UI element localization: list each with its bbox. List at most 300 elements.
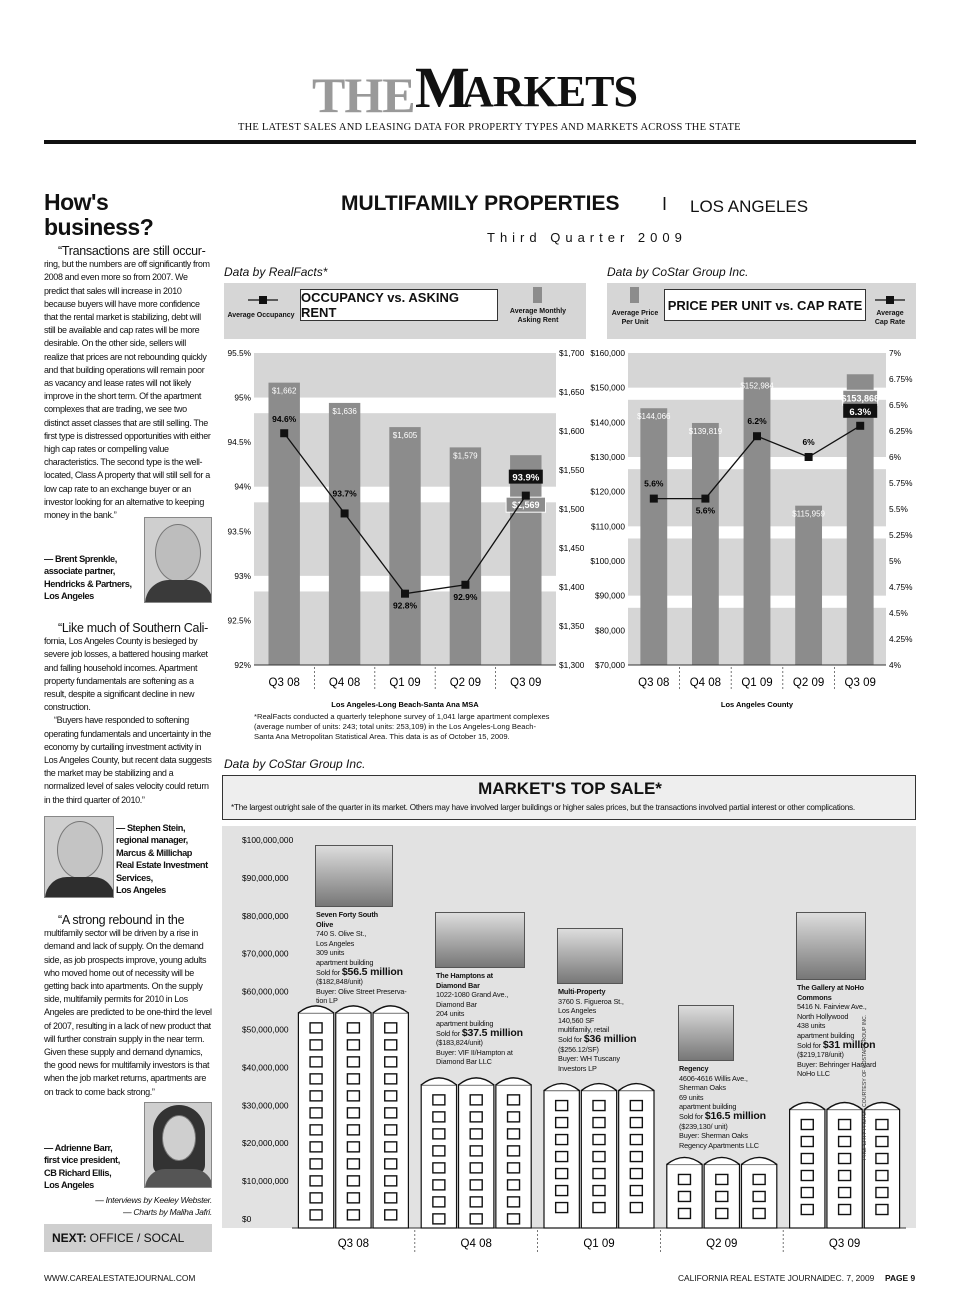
building-window [310, 1142, 322, 1152]
y-axis-tick: $10,000,000 [242, 1176, 289, 1187]
sale-amount: $37.5 million [461, 1026, 523, 1039]
sale-line: North Hollywood [797, 1011, 849, 1021]
line-point [461, 581, 469, 589]
building-window [630, 1169, 642, 1179]
building-window [556, 1186, 568, 1196]
attr-3-line: first vice president, [44, 1155, 120, 1166]
line-point [753, 432, 761, 440]
building-window [347, 1108, 359, 1118]
bar-value-label: $1,579 [453, 451, 478, 461]
building-window [556, 1203, 568, 1213]
footer-url[interactable]: WWW.CAREALESTATEJOURNAL.COM [44, 1273, 196, 1283]
quote-1-attribution [44, 553, 140, 603]
right-axis-tick: 6.5% [889, 400, 908, 410]
building-window [385, 1142, 397, 1152]
building-window [470, 1146, 482, 1156]
attr-2-line: Los Angeles [116, 885, 166, 896]
y-axis-tick: $80,000,000 [242, 910, 289, 921]
left-axis-tick: 94% [234, 481, 251, 492]
line-value-label: 92.8% [392, 600, 418, 611]
sale-amount: $36 million [583, 1032, 637, 1045]
building-window [310, 1040, 322, 1050]
footer-page: PAGE 9 [885, 1273, 916, 1283]
left-axis-tick: 95% [234, 392, 251, 403]
sale-line: 438 units [797, 1021, 826, 1031]
sale-name: The Hamptons at Diamond Bar [436, 971, 493, 990]
building-window [678, 1174, 690, 1184]
headshot-stephen [44, 816, 114, 898]
building-window [593, 1135, 605, 1145]
right-axis-tick: $1,700 [559, 348, 585, 358]
price-legend-marker [630, 287, 639, 303]
building-window [593, 1101, 605, 1111]
building-window [385, 1193, 397, 1203]
data-bar [389, 427, 420, 665]
attr-1-line: associate partner, [44, 566, 115, 577]
left-axis-tick: $70,000 [595, 660, 625, 670]
building-window [385, 1091, 397, 1101]
masthead-the: THE [312, 67, 415, 123]
sale-per-unit: ($219,178/unit) [797, 1050, 844, 1060]
building-window [433, 1214, 445, 1224]
price-legend-label: Average Price Per Unit [611, 310, 659, 326]
data-bar [268, 383, 299, 665]
right-axis-tick: 4.75% [889, 582, 913, 592]
sold-prefix: Sold for [558, 1034, 584, 1044]
building-window [310, 1176, 322, 1186]
building-window [310, 1193, 322, 1203]
building-window [876, 1120, 888, 1130]
building-window [385, 1210, 397, 1220]
attr-1-line: — Brent Sprenkle, [44, 554, 117, 564]
building-window [508, 1197, 520, 1207]
building-window [630, 1203, 642, 1213]
data-bar [329, 403, 360, 665]
building-window [470, 1197, 482, 1207]
data-bar [795, 506, 822, 665]
credits [95, 1194, 212, 1218]
line-highlight-label: 6.3% [849, 406, 872, 418]
left-axis-tick: $110,000 [591, 521, 625, 532]
quote-2-body2: “Buyers have responded to softening operating fundamentals and uncertainty in the economy by curtailing investment activity in Los Angeles County, but recent data suggests the market may be stabilizing and a normalized level of sales velocity could return in the third quarter of 2010.” [44, 715, 212, 805]
right-axis-tick: 4.25% [889, 634, 913, 644]
category-label: Q3 09 [828, 1238, 861, 1250]
right-axis-tick: $1,650 [559, 387, 585, 397]
building-window [678, 1191, 690, 1201]
building-window [385, 1040, 397, 1050]
category-label: Q2 09 [706, 1238, 738, 1250]
quote-1-body: ring, but the numbers are off significantly from 2008 and even more so from 2007. We predict that sales will increase in 2010 because buyers will have more confidence that the rental market is stabilizing, debt will still be available and cap rates will be more desirable. On the other side, sellers will realize that prices are not rebounding quickly and that building operations will remain poor as vacancy and lease rates will not likely improve in the short term. Of the apartment complexes that are trading, we see two distinct asset classes that are still selling. The first type is distressed opportunities with either high cap rates or compelling value characteristics. The second type is the well-located, Class A property that will still sell for a low cap rate to an exchange buyer or an investor looking for an alternative to keeping money in the bank.” [44, 259, 211, 521]
building-window [310, 1074, 322, 1084]
sale-line: apartment building [436, 1018, 494, 1028]
building-window [310, 1091, 322, 1101]
right-axis-tick: $1,550 [559, 465, 585, 475]
left-axis-tick: $160,000 [590, 348, 625, 358]
sale-line: 1022-1080 Grand Ave., [436, 990, 509, 1000]
data-bar [640, 408, 667, 665]
category-label: Q2 09 [792, 677, 825, 689]
sale-buyer: Buyer: Olive Street Preserva- [316, 986, 407, 996]
chart1-plot [220, 344, 592, 744]
building-window [839, 1205, 851, 1215]
topsale-source: Data by CoStar Group Inc. [224, 757, 366, 771]
sale-price [436, 1026, 554, 1039]
sale-buyer: tion LP [316, 996, 338, 1006]
right-axis-tick: 4% [889, 660, 901, 670]
bar-value-label: $1,605 [392, 431, 418, 441]
building-window [385, 1159, 397, 1169]
sale-buyer: Buyer: Behringer Harvard [797, 1059, 877, 1069]
line-point [341, 509, 349, 517]
next-label: NEXT: [52, 1231, 87, 1245]
left-axis-tick: $140,000 [590, 417, 625, 428]
left-axis-tick: 93% [234, 570, 251, 581]
building-window [508, 1112, 520, 1122]
attr-2-line: regional manager, [116, 835, 188, 846]
right-axis-tick: 7% [889, 348, 901, 358]
sale-amount: $31 million [822, 1038, 876, 1051]
sale-per-unit: ($256.12/SF) [558, 1044, 599, 1054]
line-point [701, 495, 709, 503]
occupancy-legend-marker [248, 293, 278, 307]
building-window [470, 1095, 482, 1105]
building-window [593, 1118, 605, 1128]
section-location: LOS ANGELES [690, 197, 809, 216]
bar-highlight-label: $153,868 [841, 393, 879, 404]
section-subtitle: Third Quarter 2009 [487, 230, 687, 245]
sale-per-unit: ($182,848/unit) [316, 977, 363, 987]
sale-name: Multi-Property [558, 987, 606, 996]
category-label: Q1 09 [389, 677, 421, 689]
sale-line: 69 units [679, 1092, 704, 1102]
footer-publication: CALIFORNIA REAL ESTATE JOURNAL [678, 1273, 827, 1283]
category-label: Q3 08 [268, 677, 300, 689]
category-label: Q3 08 [337, 1238, 370, 1250]
line-point [522, 492, 530, 500]
category-label: Q4 08 [460, 1238, 492, 1250]
sale-line: apartment building [797, 1030, 855, 1040]
attr-2-line: — Stephen Stein, [116, 823, 186, 833]
building-window [433, 1146, 445, 1156]
next-box[interactable] [44, 1224, 212, 1252]
building-window [347, 1074, 359, 1084]
rent-legend-marker [533, 287, 542, 303]
attr-2-line: Real Estate Investment [116, 860, 208, 871]
building-window [630, 1135, 642, 1145]
building-window [310, 1159, 322, 1169]
right-axis-tick: 5.75% [889, 478, 913, 488]
right-axis-tick: $1,350 [559, 621, 585, 631]
sidebar-title-text: How's business? [44, 189, 154, 240]
section-title: MULTIFAMILY PROPERTIES [341, 192, 620, 215]
sale-line: multifamily, retail [558, 1025, 609, 1035]
building-window [839, 1120, 851, 1130]
masthead-m: M [415, 55, 469, 120]
sale-buyer: Diamond Bar LLC [436, 1057, 492, 1067]
building-window [470, 1214, 482, 1224]
left-axis-tick: $150,000 [590, 382, 625, 393]
sale-price [679, 1109, 797, 1122]
category-label: Q1 09 [583, 1238, 615, 1250]
building-window [716, 1191, 728, 1201]
building-window [593, 1152, 605, 1162]
line-value-label: 93.7% [332, 488, 357, 499]
building-window [433, 1163, 445, 1173]
line-value-label: 6.2% [747, 416, 767, 427]
sale-per-unit: ($183,824/unit) [436, 1038, 483, 1048]
sale-line: Los Angeles [558, 1006, 597, 1016]
y-axis-tick: $20,000,000 [242, 1138, 289, 1149]
sold-prefix: Sold for [797, 1040, 823, 1050]
building-window [347, 1210, 359, 1220]
building-window [347, 1159, 359, 1169]
y-axis-tick: $50,000,000 [242, 1024, 289, 1035]
property-photo [796, 912, 866, 980]
masthead [312, 48, 652, 123]
x-axis-label: Los Angeles-Long Beach-Santa Ana MSA [331, 700, 479, 709]
line-point [401, 590, 409, 598]
quote-2-attribution [116, 822, 212, 896]
y-axis-tick: $70,000,000 [242, 948, 289, 959]
sold-prefix: Sold for [436, 1028, 462, 1038]
line-point [280, 429, 288, 437]
building-window [310, 1125, 322, 1135]
building-bar [421, 1078, 531, 1228]
chart2-plot [590, 344, 920, 714]
building-window [801, 1205, 813, 1215]
building-window [347, 1176, 359, 1186]
line-highlight-label: 93.9% [512, 472, 540, 484]
sale-line: Sherman Oaks [679, 1083, 726, 1093]
quote-3-attribution [44, 1142, 140, 1192]
building-window [347, 1057, 359, 1067]
building-window [876, 1171, 888, 1181]
sale-details [436, 971, 554, 1067]
building-window [593, 1203, 605, 1213]
chart2-title: PRICE PER UNIT vs. CAP RATE [664, 289, 866, 321]
building-window [347, 1193, 359, 1203]
building-window [347, 1040, 359, 1050]
section-separator: I [662, 194, 668, 214]
sale-line: Los Angeles [316, 938, 355, 948]
building-window [801, 1137, 813, 1147]
sale-line: 740 S. Olive St., [316, 929, 367, 939]
masthead-tagline: THE LATEST SALES AND LEASING DATA FOR PROPERTY TYPES AND MARKETS ACROSS THE STATE [238, 122, 741, 133]
sold-prefix: Sold for [679, 1111, 705, 1121]
building-window [801, 1154, 813, 1164]
chart2-legend-box [607, 283, 916, 339]
right-axis-tick: $1,400 [559, 582, 585, 592]
quote-1 [44, 245, 212, 522]
building-window [630, 1152, 642, 1162]
topsale-note: *The largest outright sale of the quarter in its market. Others may have involved larger buildings or higher sales prices, but the transactions involved partial interest or other complications. [231, 803, 855, 812]
quote-1-open: “Transactions are still occur- [58, 244, 206, 258]
building-window [310, 1210, 322, 1220]
building-window [630, 1186, 642, 1196]
face-shape [57, 821, 103, 879]
line-point [805, 453, 813, 461]
building-window [801, 1188, 813, 1198]
building-window [385, 1108, 397, 1118]
building-window [801, 1171, 813, 1181]
building-window [310, 1108, 322, 1118]
credit-interviews: — Interviews by Keeley Webster. [95, 1195, 212, 1205]
building-window [310, 1023, 322, 1033]
bar-value-label: $144,066 [637, 412, 671, 422]
sale-buyer: Regency Apartments LLC [679, 1140, 759, 1150]
property-photo [678, 1005, 734, 1061]
building-window [347, 1023, 359, 1033]
data-bar [692, 423, 719, 665]
bar-value-label: $1,662 [271, 386, 297, 396]
line-point [650, 495, 658, 503]
building-window [470, 1180, 482, 1190]
building-window [508, 1163, 520, 1173]
sale-amount: $56.5 million [341, 965, 403, 978]
sale-line: 4606-4616 Willis Ave., [679, 1073, 748, 1083]
masthead-markets: ARKETS [462, 67, 637, 116]
bar-value-label: $1,636 [332, 406, 357, 416]
bar-value-label: $139,819 [688, 426, 723, 436]
building-window [433, 1197, 445, 1207]
quote-2-open: “Like much of Southern Cali- [58, 621, 209, 635]
chart1-source: Data by RealFacts* [224, 265, 328, 279]
left-axis-tick: $130,000 [590, 452, 625, 462]
building-window [753, 1208, 765, 1218]
sale-buyer: NoHo LLC [797, 1069, 830, 1079]
right-axis-tick: 6.25% [889, 426, 913, 436]
sale-details [558, 987, 676, 1073]
shoulders-shape [145, 580, 212, 603]
building-bar [667, 1157, 777, 1228]
caprate-legend-label: Average Cap Rate [874, 310, 906, 326]
sale-name: The Gallery at NoHo Commons [797, 983, 864, 1002]
line-point [856, 422, 864, 430]
next-value: OFFICE / SOCAL [89, 1231, 185, 1245]
sidebar-title [44, 190, 212, 240]
data-bar [450, 447, 481, 665]
sale-per-unit: ($239,130/ unit) [679, 1121, 728, 1131]
building-window [630, 1101, 642, 1111]
y-axis-tick: $60,000,000 [242, 986, 289, 997]
category-band [222, 1228, 916, 1256]
sale-name: Regency [679, 1064, 709, 1073]
right-axis-tick: 6% [889, 452, 901, 462]
building-window [753, 1191, 765, 1201]
right-axis-tick: $1,600 [559, 426, 585, 436]
building-window [508, 1095, 520, 1105]
building-window [385, 1023, 397, 1033]
building-window [385, 1176, 397, 1186]
building-window [839, 1188, 851, 1198]
building-window [876, 1154, 888, 1164]
building-window [593, 1169, 605, 1179]
right-axis-tick: $1,300 [559, 660, 585, 670]
sale-buyer: Buyer: Sherman Oaks [679, 1131, 748, 1141]
sale-buyer: Buyer: VIF II/Hampton at [436, 1047, 513, 1057]
building-window [347, 1091, 359, 1101]
category-label: Q3 08 [638, 677, 670, 689]
building-window [556, 1101, 568, 1111]
property-photo [557, 928, 623, 984]
building-bar [544, 1084, 654, 1228]
property-photo [435, 912, 525, 968]
building-window [556, 1135, 568, 1145]
left-axis-tick: $120,000 [590, 486, 625, 497]
y-axis-tick: $30,000,000 [242, 1100, 289, 1111]
sale-line: 140,560 SF [558, 1015, 595, 1025]
line-value-label: 5.6% [644, 478, 664, 489]
building-window [470, 1163, 482, 1173]
quote-3 [44, 914, 212, 1099]
sale-line: 204 units [436, 1009, 465, 1019]
rent-legend-label: Average Monthly Asking Rent [509, 308, 567, 324]
x-axis-label: Los Angeles County [720, 700, 794, 709]
sale-price [316, 965, 434, 978]
attr-3-line: — Adrienne Barr, [44, 1143, 113, 1153]
shoulders-shape [145, 1169, 212, 1188]
right-axis-tick: $1,450 [559, 543, 585, 553]
sale-buyer: Buyer: WH Tuscany [558, 1054, 620, 1064]
building-window [556, 1152, 568, 1162]
occupancy-legend-label: Average Occupancy [227, 312, 295, 319]
sale-details [679, 1064, 797, 1150]
bar-value-label: $115,959 [792, 509, 825, 519]
data-bar [847, 374, 874, 665]
right-axis-tick: 5.5% [889, 504, 908, 514]
building-window [508, 1214, 520, 1224]
building-window [508, 1180, 520, 1190]
building-window [385, 1057, 397, 1067]
building-window [347, 1142, 359, 1152]
left-axis-tick: 92% [234, 660, 251, 670]
building-window [839, 1137, 851, 1147]
shoulders-shape [45, 877, 114, 898]
right-axis-tick: 6.75% [889, 374, 913, 384]
left-axis-tick: 94.5% [227, 437, 251, 448]
chart1-title: OCCUPANCY vs. ASKING RENT [300, 289, 498, 321]
property-photo [315, 845, 393, 907]
left-axis-tick: 95.5% [227, 348, 251, 358]
left-axis-tick: $100,000 [590, 556, 625, 566]
bar-highlight-label: $1,569 [512, 500, 540, 511]
attr-3-line: Los Angeles [44, 1180, 94, 1191]
sale-line: Diamond Bar [436, 999, 477, 1009]
building-window [470, 1112, 482, 1122]
footer-date: DEC. 7, 2009 [824, 1273, 875, 1283]
chart1-note: *RealFacts conducted a quarterly telephone survey of 1,041 large apartment complexes (average number of units: 243; total units: 253,109) in the Los Angeles-Long Beach-Santa Ana Metropolitan Statistical Area. This data is as of October 15, 2009. [254, 712, 550, 741]
building-window [385, 1074, 397, 1084]
face-shape [162, 1115, 196, 1161]
chart1-legend-box [224, 283, 586, 339]
building-bar [790, 1103, 900, 1228]
sale-details [797, 983, 915, 1079]
category-label: Q1 09 [741, 677, 773, 689]
face-shape [155, 524, 201, 582]
attr-3-line: CB Richard Ellis, [44, 1167, 112, 1178]
left-axis-tick: 93.5% [227, 526, 251, 537]
sale-price [558, 1032, 676, 1045]
building-bar [298, 1006, 408, 1228]
building-window [433, 1112, 445, 1122]
headshot-brent [144, 517, 212, 603]
attr-2-line: Marcus & Millichap [116, 847, 193, 858]
sale-line: 3760 S. Figueroa St., [558, 996, 624, 1006]
category-label: Q3 09 [844, 677, 876, 689]
bar-value-label: $152,984 [740, 381, 774, 391]
category-label: Q3 09 [510, 677, 542, 689]
left-axis-tick: 92.5% [227, 615, 251, 626]
